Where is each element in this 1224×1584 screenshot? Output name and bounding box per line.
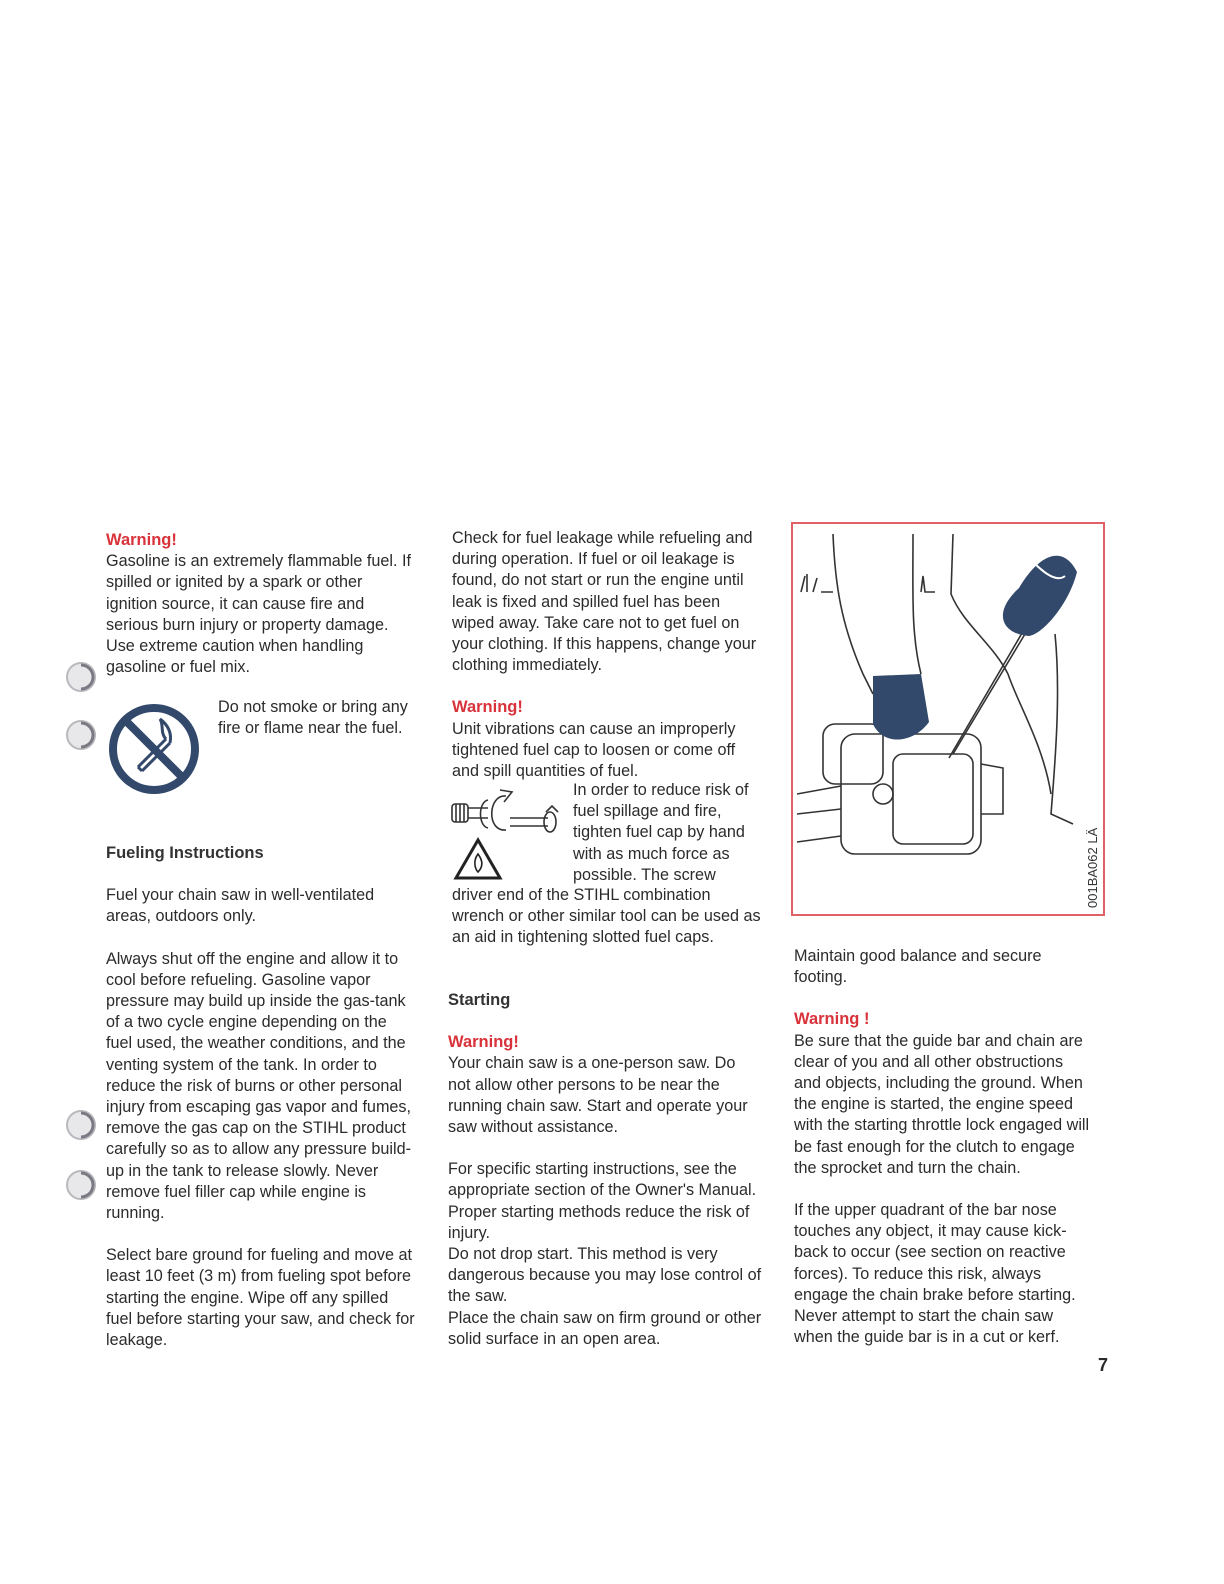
warning-title: Warning ! [794, 1010, 870, 1029]
no-smoke-note [218, 697, 418, 739]
warning-title: Warning! [452, 698, 523, 717]
balance-text: Maintain good balance and secure footing. [794, 947, 1042, 987]
column-2 [452, 528, 762, 782]
chainsaw-start-illustration [791, 522, 1105, 916]
binder-hole [64, 1108, 98, 1142]
fueling-paragraph: Always shut off the engine and allow it to cool before refueling. Gasoline vapor pressure may build up inside the gas-tank of a two cycle engine depending on the fuel used, the weather conditions, and the venting system of the tank. In order to reduce the risk of burns or other personal injury from escaping gas vapor and fumes, remove the gas cap on the STIHL product carefully so as to allow any pressure build-up in the tank to release slowly. Never remove fuel filler cap while engine is running. [106, 949, 412, 1223]
leakage-paragraph: Check for fuel leakage while refueling and during operation. If fuel or oil leakage is found, do not start or run the engine until leak is fixed and spilled fuel has been wiped away. Take care not to get fuel on your clothing. If this happens, change your clothing immediately. [452, 529, 757, 675]
column-1 [106, 530, 416, 678]
page-number: 7 [1098, 1355, 1109, 1375]
warning-text: Unit vibrations can cause an improperly tightened fuel cap to loosen or come off and spill quantities of fuel. [452, 719, 736, 781]
warning-title: Warning! [106, 531, 177, 549]
column-2-continued [452, 885, 762, 949]
fueling-heading: Fueling Instructions [106, 844, 264, 862]
fueling-paragraph: Fuel your chain saw in well-ventilated areas, outdoors only. [106, 886, 375, 926]
chainsaw-starting-figure [793, 524, 1103, 914]
column-3 [794, 946, 1094, 1348]
fuel-cap-note [573, 780, 763, 886]
fueling-section [106, 843, 416, 1351]
warning-title: Warning! [448, 1033, 519, 1052]
starting-section [448, 990, 762, 1350]
warning-text: Your chain saw is a one-person saw. Do not allow other persons to be near the running chain saw. Start and operate your saw without assistance. [448, 1054, 748, 1137]
fuel-cap-text: In order to reduce risk of fuel spillage and fire, tighten fuel cap by hand with as much force as possible. The screw [573, 781, 749, 884]
binder-hole [64, 718, 98, 752]
fuel-cap-text-continued: driver end of the STIHL combination wrench or other similar tool can be used as an aid in tightening slotted fuel caps. [452, 886, 761, 947]
starting-heading: Starting [448, 991, 511, 1009]
warning-text: Gasoline is an extremely flammable fuel. If spilled or ignited by a spark or other ignition source, it can cause fire and serious burn injury or property damage. Use extreme caution when handling gasoline or fuel mix. [106, 552, 411, 677]
starting-paragraph: For specific starting instructions, see the appropriate section of the Owner's Manual. Proper starting methods reduce the risk of injury. [448, 1160, 757, 1242]
starting-paragraph: Place the chain saw on firm ground or other solid surface in an open area. [448, 1308, 762, 1348]
no-smoking-icon [108, 703, 200, 795]
figure-code: 001BA062 LÄ [1085, 827, 1100, 908]
fuel-cap-tighten-icon [448, 782, 564, 886]
binder-hole [64, 1168, 98, 1202]
no-smoke-text: Do not smoke or bring any fire or flame near the fuel. [218, 698, 408, 738]
kickback-text: If the upper quadrant of the bar nose touches any object, it may cause kick-back to occur (see section on reactive forces). To reduce this risk, always engage the chain brake before starting. Never attempt to start the chain saw when the guide bar is in a cut or kerf. [794, 1201, 1076, 1347]
warning-text: Be sure that the guide bar and chain are clear of you and all other obstructions and objects, including the ground. When the engine is started, the engine speed with the starting throttle lock engaged will be fast enough for the clutch to engage the sprocket and turn the chain. [794, 1031, 1090, 1177]
binder-hole [64, 660, 98, 694]
fueling-paragraph: Select bare ground for fueling and move at least 10 feet (3 m) from fueling spot before starting the engine. Wipe off any spilled fuel before starting your saw, and check for leakage. [106, 1246, 415, 1350]
starting-paragraph: Do not drop start. This method is very dangerous because you may lose control of the saw. [448, 1245, 762, 1306]
